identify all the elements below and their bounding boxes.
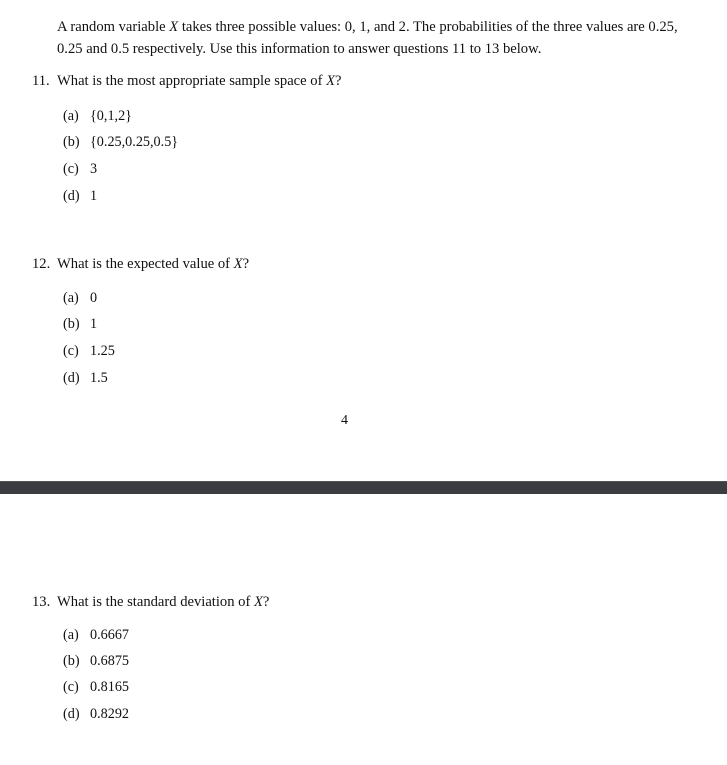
option-label: (a) [63,290,79,306]
option-13b [63,653,129,670]
option-value: 1 [90,316,98,332]
option-value: 0 [90,290,98,306]
option-label: (a) [63,627,79,643]
option-value: 3 [90,161,98,177]
option-11c [63,161,97,178]
option-11a [63,108,132,125]
question-variable: X [233,256,243,272]
question-text: What is the most appropriate sample space of [57,73,327,89]
option-label: (b) [63,653,80,669]
option-label: (c) [63,679,79,695]
question-variable: X [253,594,263,610]
option-label: (a) [63,108,79,124]
option-12b [63,316,97,333]
option-label: (b) [63,316,80,332]
intro-variable: X [169,19,179,35]
question-variable: X [326,73,336,89]
option-11b [63,134,178,151]
option-12d [63,370,108,387]
option-value: {0,1,2} [90,108,132,124]
intro-text-end: takes three possible values: 0, 1, and 2. The probabilities of the three values are 0.25, 0.25 and 0.5 respectively. Use this information to answer questions 11 to 13 below. [57,19,678,57]
option-value: 0.8165 [90,679,130,695]
option-13d [63,706,129,723]
option-value: 1 [90,188,98,204]
option-value: 1.25 [90,343,115,359]
option-value: 1.5 [90,370,108,386]
option-label: (b) [63,134,80,150]
question-12 [32,256,249,273]
option-12a [63,290,97,307]
question-number: 12. [32,256,51,272]
question-13 [32,594,269,611]
intro-text-start: A random variable [57,19,170,35]
option-label: (c) [63,161,79,177]
option-13c [63,679,129,696]
question-text: What is the standard deviation of [57,594,254,610]
option-label: (d) [63,188,80,204]
option-label: (d) [63,706,80,722]
question-end: ? [262,594,270,610]
option-11d [63,188,97,205]
option-value: 0.6875 [90,653,130,669]
question-text: What is the expected value of [57,256,234,272]
page-separator [0,481,727,494]
question-end: ? [242,256,250,272]
option-label: (d) [63,370,80,386]
question-end: ? [335,73,342,89]
option-value: 0.6667 [90,627,130,643]
page-number: 4 [341,413,348,428]
option-value: {0.25,0.25,0.5} [90,134,179,150]
document-page-bottom [0,494,727,765]
option-13a [63,627,129,644]
intro-paragraph [57,16,697,60]
option-value: 0.8292 [90,706,130,722]
option-12c [63,343,115,360]
question-number: 11. [32,73,50,89]
option-label: (c) [63,343,79,359]
question-11 [32,73,342,90]
question-number: 13. [32,594,51,610]
